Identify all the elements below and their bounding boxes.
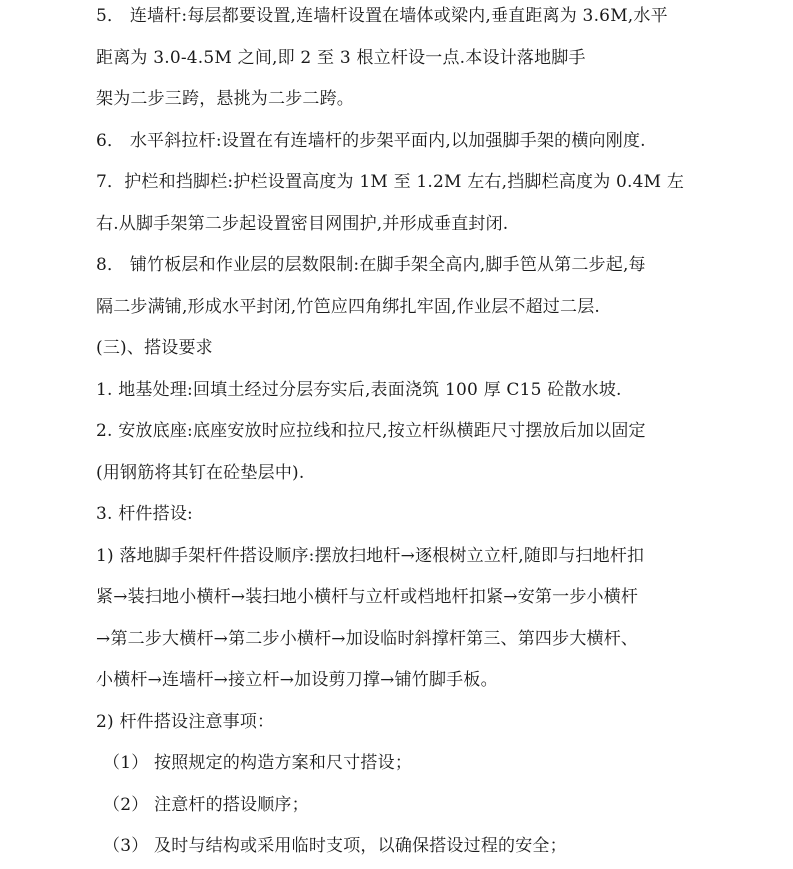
section-heading: (三)、搭设要求 <box>96 338 213 358</box>
list-item: （3） 及时与结构或采用临时支项，以确保搭设过程的安全； <box>103 836 567 856</box>
text-line: 1. 地基处理:回填土经过分层夯实后,表面浇筑 100 厚 C15 砼散水坡. <box>96 380 622 400</box>
text-line: 7．护栏和挡脚栏:护栏设置高度为 1M 至 1.2M 左右,挡脚栏高度为 0.4M 左 <box>96 172 685 192</box>
text-line: 3. 杆件搭设: <box>96 504 193 524</box>
text-line: 2. 安放底座:底座安放时应拉线和拉尺,按立杆纵横距尺寸摆放后加以固定 <box>96 421 646 441</box>
text-line: 5． 连墙杆:每层都要设置,连墙杆设置在墙体或梁内,垂直距离为 3.6M,水平 <box>96 6 668 26</box>
text-line: 小横杆→连墙杆→接立杆→加设剪刀撑→铺竹脚手板。 <box>96 670 498 690</box>
text-line: 紧→装扫地小横杆→装扫地小横杆与立杆或档地杆扣紧→安第一步小横杆 <box>96 587 639 607</box>
text-line: →第二步大横杆→第二步小横杆→加设临时斜撑杆第三、第四步大横杆、 <box>96 629 639 649</box>
text-line: (用钢筋将其钉在砼垫层中). <box>96 463 305 483</box>
text-line: 右.从脚手架第二步起设置密目网围护,并形成垂直封闭. <box>96 214 509 234</box>
text-line: 2) 杆件搭设注意事项： <box>96 712 275 732</box>
text-line: 8． 铺竹板层和作业层的层数限制:在脚手架全高内,脚手笆从第二步起,每 <box>96 255 646 275</box>
text-line: 架为二步三跨，悬挑为二步二跨。 <box>96 89 354 109</box>
text-line: 1) 落地脚手架杆件搭设顺序:摆放扫地杆→逐根树立立杆,随即与扫地杆扣 <box>96 546 645 566</box>
list-item: （2） 注意杆的搭设顺序； <box>103 795 309 815</box>
text-line: 距离为 3.0-4.5M 之间,即 2 至 3 根立杆设一点.本设计落地脚手 <box>96 48 586 68</box>
text-line: 隔二步满铺,形成水平封闭,竹笆应四角绑扎牢固,作业层不超过二层. <box>96 297 601 317</box>
text-line: 6． 水平斜拉杆:设置在有连墙杆的步架平面内,以加强脚手架的横向刚度. <box>96 131 646 151</box>
list-item: （1） 按照规定的构造方案和尺寸搭设； <box>103 753 413 773</box>
